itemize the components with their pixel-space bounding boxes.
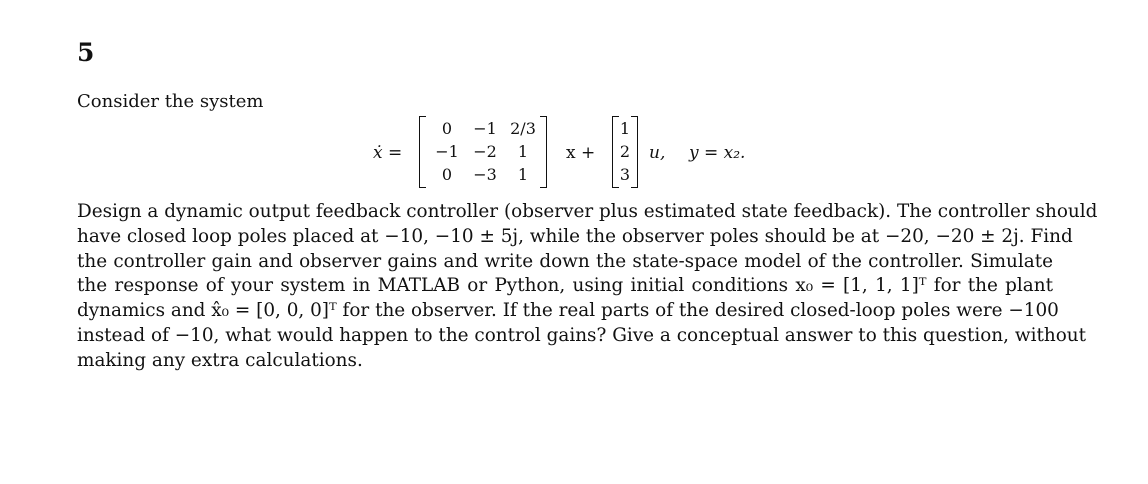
b-vector-cell: 3 [619, 165, 631, 184]
body-line: making any extra calculations. [77, 349, 363, 371]
equation-lhs: ẋ = [373, 143, 403, 163]
a-matrix-cell: −1 [473, 119, 497, 138]
b-vector [612, 116, 638, 188]
equation-u-term: u, [649, 143, 666, 163]
a-matrix-cell: −3 [473, 165, 497, 184]
problem-body [77, 200, 1098, 374]
a-matrix-cell: 1 [517, 142, 529, 161]
b-vector-cell: 1 [619, 119, 631, 138]
problem-intro: Consider the system [77, 91, 264, 112]
a-matrix-cell: −1 [435, 142, 459, 161]
body-line: Design a dynamic output feedback controller (observer plus estimated state feedback). The controller should [77, 201, 1098, 222]
a-matrix-cell: 0 [441, 119, 453, 138]
a-matrix-cell: 0 [441, 165, 453, 184]
a-matrix [419, 116, 547, 188]
equation-x-plus: x + [566, 143, 596, 163]
equation-output: y = x₂. [689, 143, 746, 163]
a-matrix-cell: −2 [473, 142, 497, 161]
body-line: have closed loop poles placed at −10, −10 ± 5j, while the observer poles should be at −20, −20 ± 2j. Find [77, 225, 1073, 247]
body-line: instead of −10, what would happen to the control gains? Give a conceptual answer to this question, without [77, 324, 1086, 346]
a-matrix-cell: 2/3 [510, 119, 536, 138]
problem-number: 5 [77, 38, 95, 67]
body-line: the response of your system in MATLAB or Python, using initial conditions x₀ = [1, 1, 1]ᵀ for the plant [77, 275, 1053, 297]
body-line: dynamics and x̂₀ = [0, 0, 0]ᵀ for the observer. If the real parts of the desired closed-loop poles were −100 [77, 300, 1059, 322]
b-vector-cell: 2 [619, 142, 631, 161]
state-space-equation [0, 114, 1148, 192]
body-line: the controller gain and observer gains and write down the state-space model of the controller. Simulate [77, 250, 1053, 272]
a-matrix-cell: 1 [517, 165, 529, 184]
